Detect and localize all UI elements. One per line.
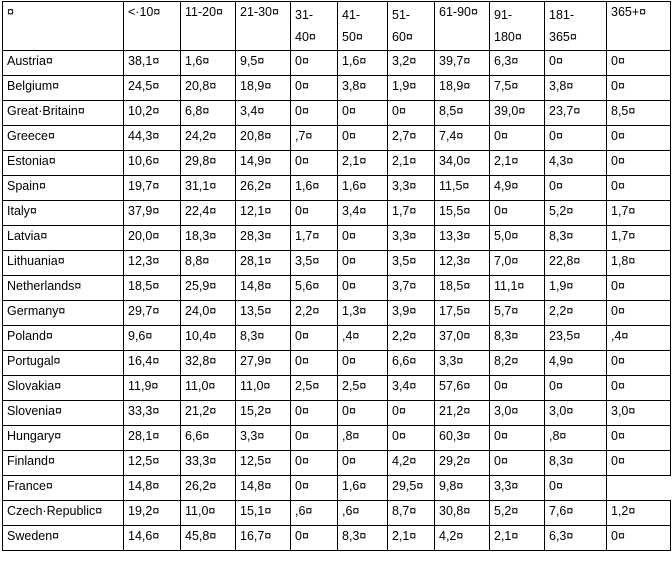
value-cell: 24,5¤: [124, 76, 181, 101]
value-cell: 0¤: [490, 426, 545, 451]
value-cell: 13,5¤: [236, 301, 291, 326]
value-cell: 6,6¤: [388, 351, 435, 376]
value-cell: 2,7¤: [388, 126, 435, 151]
value-cell: 12,5¤: [124, 451, 181, 476]
table-row: [3, 51, 671, 76]
value-cell: 3,3¤: [388, 226, 435, 251]
value-cell: 0¤: [607, 376, 671, 401]
value-cell: 11,9¤: [124, 376, 181, 401]
country-cell: Czech·Republic¤: [3, 501, 124, 526]
value-cell: 32,8¤: [181, 351, 236, 376]
value-cell: 29,8¤: [181, 151, 236, 176]
value-cell: 2,1¤: [490, 526, 545, 551]
value-cell: 25,9¤: [181, 276, 236, 301]
value-cell: 1,6¤: [338, 176, 388, 201]
header-line: 365+¤: [611, 5, 647, 19]
value-cell: 1,7¤: [607, 201, 671, 226]
table-row: [3, 476, 671, 501]
header-line: 61-90¤: [439, 5, 478, 19]
value-cell: 19,2¤: [124, 501, 181, 526]
header-line: 365¤: [549, 30, 577, 44]
value-cell: 37,9¤: [124, 201, 181, 226]
value-cell: 11,0¤: [236, 376, 291, 401]
value-cell: 15,5¤: [435, 201, 490, 226]
country-cell: Great·Britain¤: [3, 101, 124, 126]
value-cell: 19,7¤: [124, 176, 181, 201]
value-cell: 44,3¤: [124, 126, 181, 151]
value-cell: 28,1¤: [236, 251, 291, 276]
value-cell: 5,7¤: [490, 301, 545, 326]
value-cell: 5,2¤: [545, 201, 607, 226]
value-cell: 0¤: [607, 151, 671, 176]
value-cell: 0¤: [338, 101, 388, 126]
value-cell: 14,8¤: [236, 476, 291, 501]
value-cell: 8,3¤: [490, 326, 545, 351]
value-cell: 2,5¤: [291, 376, 338, 401]
header-line: ¤: [7, 5, 14, 19]
value-cell: 29,5¤: [388, 476, 435, 501]
table-row: [3, 201, 671, 226]
value-cell: 3,4¤: [236, 101, 291, 126]
country-cell: Belgium¤: [3, 76, 124, 101]
value-cell: 2,2¤: [545, 301, 607, 326]
value-cell: 0¤: [291, 151, 338, 176]
header-line: 181-: [549, 8, 575, 22]
country-cell: Slovenia¤: [3, 401, 124, 426]
value-cell: 0¤: [388, 401, 435, 426]
header-cell: [607, 2, 671, 51]
value-cell: 8,8¤: [181, 251, 236, 276]
value-cell: 0¤: [607, 126, 671, 151]
country-cell: Germany¤: [3, 301, 124, 326]
value-cell: 1,9¤: [545, 276, 607, 301]
country-cell: Netherlands¤: [3, 276, 124, 301]
value-cell: 8,3¤: [545, 451, 607, 476]
value-cell: 6,3¤: [545, 526, 607, 551]
value-cell: 0¤: [338, 126, 388, 151]
value-cell: 7,0¤: [490, 251, 545, 276]
value-cell: 5,0¤: [490, 226, 545, 251]
value-cell: 3,4¤: [388, 376, 435, 401]
value-cell: 3,0¤: [490, 401, 545, 426]
value-cell: 0¤: [291, 76, 338, 101]
table-row: [3, 351, 671, 376]
value-cell: 0¤: [607, 451, 671, 476]
value-cell: 3,8¤: [338, 76, 388, 101]
table-row: [3, 251, 671, 276]
value-cell: 3,5¤: [291, 251, 338, 276]
value-cell: 0¤: [291, 51, 338, 76]
country-cell: Spain¤: [3, 176, 124, 201]
value-cell: 16,4¤: [124, 351, 181, 376]
value-cell: 18,9¤: [236, 76, 291, 101]
value-cell: 14,9¤: [236, 151, 291, 176]
value-cell: 3,0¤: [607, 401, 671, 426]
header-cell: [388, 2, 435, 51]
value-cell: 0¤: [338, 226, 388, 251]
value-cell: 60,3¤: [435, 426, 490, 451]
value-cell: 15,1¤: [236, 501, 291, 526]
value-cell: 0¤: [545, 51, 607, 76]
value-cell: 7,4¤: [435, 126, 490, 151]
value-cell: 12,3¤: [435, 251, 490, 276]
table-row: [3, 326, 671, 351]
value-cell: 0¤: [490, 376, 545, 401]
value-cell: 33,3¤: [181, 451, 236, 476]
value-cell: 18,9¤: [435, 76, 490, 101]
value-cell: 1,2¤: [607, 501, 671, 526]
country-cell: Finland¤: [3, 451, 124, 476]
value-cell: 1,8¤: [607, 251, 671, 276]
country-cell: Latvia¤: [3, 226, 124, 251]
value-cell: 6,3¤: [490, 51, 545, 76]
value-cell: 0¤: [388, 101, 435, 126]
value-cell: 8,2¤: [490, 351, 545, 376]
header-line: 40¤: [295, 30, 316, 44]
value-cell: 0¤: [545, 176, 607, 201]
value-cell: 8,3¤: [338, 526, 388, 551]
value-cell: 14,8¤: [236, 276, 291, 301]
value-cell: 0¤: [338, 251, 388, 276]
value-cell: 2,2¤: [291, 301, 338, 326]
header-line: 180¤: [494, 30, 522, 44]
value-cell: ,4¤: [607, 326, 671, 351]
value-cell: 0¤: [291, 451, 338, 476]
value-cell: 31,1¤: [181, 176, 236, 201]
value-cell: 0¤: [607, 426, 671, 451]
value-cell: 11,1¤: [490, 276, 545, 301]
value-cell: 45,8¤: [181, 526, 236, 551]
value-cell: 16,7¤: [236, 526, 291, 551]
value-cell: 12,3¤: [124, 251, 181, 276]
value-cell: 11,0¤: [181, 501, 236, 526]
value-cell: 29,7¤: [124, 301, 181, 326]
value-cell: 12,5¤: [236, 451, 291, 476]
country-cell: Hungary¤: [3, 426, 124, 451]
value-cell: 0¤: [291, 351, 338, 376]
value-cell: 1,6¤: [291, 176, 338, 201]
value-cell: 1,6¤: [338, 476, 388, 501]
value-cell: 1,3¤: [338, 301, 388, 326]
value-cell: 22,8¤: [545, 251, 607, 276]
header-cell: [435, 2, 490, 51]
value-cell: 24,2¤: [181, 126, 236, 151]
value-cell: 18,5¤: [124, 276, 181, 301]
value-cell: 28,1¤: [124, 426, 181, 451]
value-cell: 0¤: [291, 526, 338, 551]
country-cell: France¤: [3, 476, 124, 501]
header-cell: [490, 2, 545, 51]
value-cell: 33,3¤: [124, 401, 181, 426]
value-cell: 8,7¤: [388, 501, 435, 526]
value-cell: 12,1¤: [236, 201, 291, 226]
value-cell: 10,6¤: [124, 151, 181, 176]
header-cell: [338, 2, 388, 51]
value-cell: 8,5¤: [435, 101, 490, 126]
value-cell: 0¤: [291, 326, 338, 351]
value-cell: 20,8¤: [181, 76, 236, 101]
header-line: <·10¤: [128, 5, 161, 19]
table-row: [3, 501, 671, 526]
table-row: [3, 226, 671, 251]
value-cell: 2,2¤: [388, 326, 435, 351]
value-cell: 4,9¤: [490, 176, 545, 201]
header-line: 51-: [392, 8, 411, 22]
header-line: 31-: [295, 8, 314, 22]
value-cell: 20,0¤: [124, 226, 181, 251]
value-cell: 4,2¤: [388, 451, 435, 476]
value-cell: 14,8¤: [124, 476, 181, 501]
value-cell: 0¤: [490, 126, 545, 151]
value-cell: 0¤: [291, 401, 338, 426]
value-cell: 0¤: [607, 301, 671, 326]
table-row: [3, 276, 671, 301]
value-cell: 0¤: [607, 276, 671, 301]
value-cell: 2,1¤: [388, 526, 435, 551]
header-line: 60¤: [392, 30, 413, 44]
table-row: [3, 376, 671, 401]
value-cell: 0¤: [607, 526, 671, 551]
value-cell: 7,5¤: [490, 76, 545, 101]
value-cell: ,4¤: [338, 326, 388, 351]
value-cell: 18,5¤: [435, 276, 490, 301]
value-cell: 22,4¤: [181, 201, 236, 226]
value-cell: 5,6¤: [291, 276, 338, 301]
value-cell: 24,0¤: [181, 301, 236, 326]
value-cell: 0¤: [291, 201, 338, 226]
value-cell: 14,6¤: [124, 526, 181, 551]
value-cell: 0¤: [291, 476, 338, 501]
value-cell: 3,4¤: [338, 201, 388, 226]
value-cell: 2,1¤: [338, 151, 388, 176]
value-cell: 23,7¤: [545, 101, 607, 126]
value-cell: 17,5¤: [435, 301, 490, 326]
table-row: [3, 126, 671, 151]
value-cell: 0¤: [338, 401, 388, 426]
value-cell: 8,3¤: [236, 326, 291, 351]
value-cell: 0¤: [338, 276, 388, 301]
value-cell: 6,6¤: [181, 426, 236, 451]
table-row: [3, 451, 671, 476]
value-cell: 7,6¤: [545, 501, 607, 526]
value-cell: 10,2¤: [124, 101, 181, 126]
value-cell: 1,7¤: [291, 226, 338, 251]
value-cell: 26,2¤: [181, 476, 236, 501]
value-cell: 13,3¤: [435, 226, 490, 251]
value-cell: 2,5¤: [338, 376, 388, 401]
country-cell: Lithuania¤: [3, 251, 124, 276]
country-cell: Slovakia¤: [3, 376, 124, 401]
value-cell: 23,5¤: [545, 326, 607, 351]
value-cell: 0¤: [338, 351, 388, 376]
header-cell: [124, 2, 181, 51]
value-cell: 11,5¤: [435, 176, 490, 201]
value-cell: 26,2¤: [236, 176, 291, 201]
value-cell: 3,3¤: [435, 351, 490, 376]
value-cell: 34,0¤: [435, 151, 490, 176]
value-cell: 3,9¤: [388, 301, 435, 326]
header-cell: [181, 2, 236, 51]
value-cell: 3,3¤: [490, 476, 545, 501]
value-cell: ,6¤: [338, 501, 388, 526]
value-cell: 4,2¤: [435, 526, 490, 551]
header-line: 11-20¤: [185, 5, 223, 19]
value-cell: 15,2¤: [236, 401, 291, 426]
header-cell: [236, 2, 291, 51]
value-cell: 11,0¤: [181, 376, 236, 401]
value-cell: 3,7¤: [388, 276, 435, 301]
value-cell: 3,2¤: [388, 51, 435, 76]
value-cell: 29,2¤: [435, 451, 490, 476]
value-cell: 1,6¤: [338, 51, 388, 76]
value-cell: 5,2¤: [490, 501, 545, 526]
value-cell: 3,8¤: [545, 76, 607, 101]
header-cell: [291, 2, 338, 51]
country-cell: Portugal¤: [3, 351, 124, 376]
header-line: 50¤: [342, 30, 363, 44]
header-line: 41-: [342, 8, 361, 22]
value-cell: 9,8¤: [435, 476, 490, 501]
value-cell: 37,0¤: [435, 326, 490, 351]
value-cell: 0¤: [607, 51, 671, 76]
table-row: [3, 76, 671, 101]
value-cell: 0¤: [545, 476, 607, 501]
value-cell: 1,7¤: [388, 201, 435, 226]
header-row: [3, 2, 671, 51]
value-cell: 30,8¤: [435, 501, 490, 526]
distribution-table: [2, 1, 671, 551]
header-cell: [3, 2, 124, 51]
value-cell: 0¤: [388, 426, 435, 451]
country-cell: Austria¤: [3, 51, 124, 76]
value-cell: 39,0¤: [490, 101, 545, 126]
value-cell: 39,7¤: [435, 51, 490, 76]
value-cell: 28,3¤: [236, 226, 291, 251]
header-line: 91-: [494, 8, 513, 22]
value-cell: 27,9¤: [236, 351, 291, 376]
value-cell: ,8¤: [338, 426, 388, 451]
country-cell: Greece¤: [3, 126, 124, 151]
value-cell: 21,2¤: [435, 401, 490, 426]
value-cell: ,7¤: [291, 126, 338, 151]
value-cell: 4,9¤: [545, 351, 607, 376]
value-cell: 20,8¤: [236, 126, 291, 151]
value-cell: 9,6¤: [124, 326, 181, 351]
header-cell: [545, 2, 607, 51]
value-cell: 21,2¤: [181, 401, 236, 426]
table-row: [3, 151, 671, 176]
value-cell: 3,3¤: [388, 176, 435, 201]
value-cell: 8,5¤: [607, 101, 671, 126]
value-cell: 18,3¤: [181, 226, 236, 251]
country-cell: Sweden¤: [3, 526, 124, 551]
value-cell: 0¤: [490, 451, 545, 476]
value-cell: ,6¤: [291, 501, 338, 526]
value-cell: 2,1¤: [388, 151, 435, 176]
value-cell: 3,5¤: [388, 251, 435, 276]
value-cell: 0¤: [338, 451, 388, 476]
value-cell: 0¤: [291, 426, 338, 451]
value-cell: 0¤: [490, 201, 545, 226]
value-cell: 0¤: [291, 101, 338, 126]
value-cell: 1,9¤: [388, 76, 435, 101]
value-cell: 0¤: [607, 351, 671, 376]
table-row: [3, 401, 671, 426]
table-row: [3, 301, 671, 326]
value-cell: 6,8¤: [181, 101, 236, 126]
value-cell: 57,6¤: [435, 376, 490, 401]
value-cell: 0¤: [545, 126, 607, 151]
value-cell: 3,3¤: [236, 426, 291, 451]
value-cell: 4,3¤: [545, 151, 607, 176]
value-cell: 10,4¤: [181, 326, 236, 351]
value-cell: 3,0¤: [545, 401, 607, 426]
value-cell: 0¤: [607, 76, 671, 101]
value-cell: ,8¤: [545, 426, 607, 451]
value-cell: 9,5¤: [236, 51, 291, 76]
header-line: 21-30¤: [240, 5, 279, 19]
table-row: [3, 526, 671, 551]
value-cell: 8,3¤: [545, 226, 607, 251]
value-cell: 2,1¤: [490, 151, 545, 176]
value-cell: 1,7¤: [607, 226, 671, 251]
country-cell: Estonia¤: [3, 151, 124, 176]
table-row: [3, 426, 671, 451]
country-cell: Poland¤: [3, 326, 124, 351]
value-cell: 1,6¤: [181, 51, 236, 76]
table-row: [3, 176, 671, 201]
table-row: [3, 101, 671, 126]
value-cell: 0¤: [607, 176, 671, 201]
country-cell: Italy¤: [3, 201, 124, 226]
value-cell: 38,1¤: [124, 51, 181, 76]
value-cell: 0¤: [545, 376, 607, 401]
